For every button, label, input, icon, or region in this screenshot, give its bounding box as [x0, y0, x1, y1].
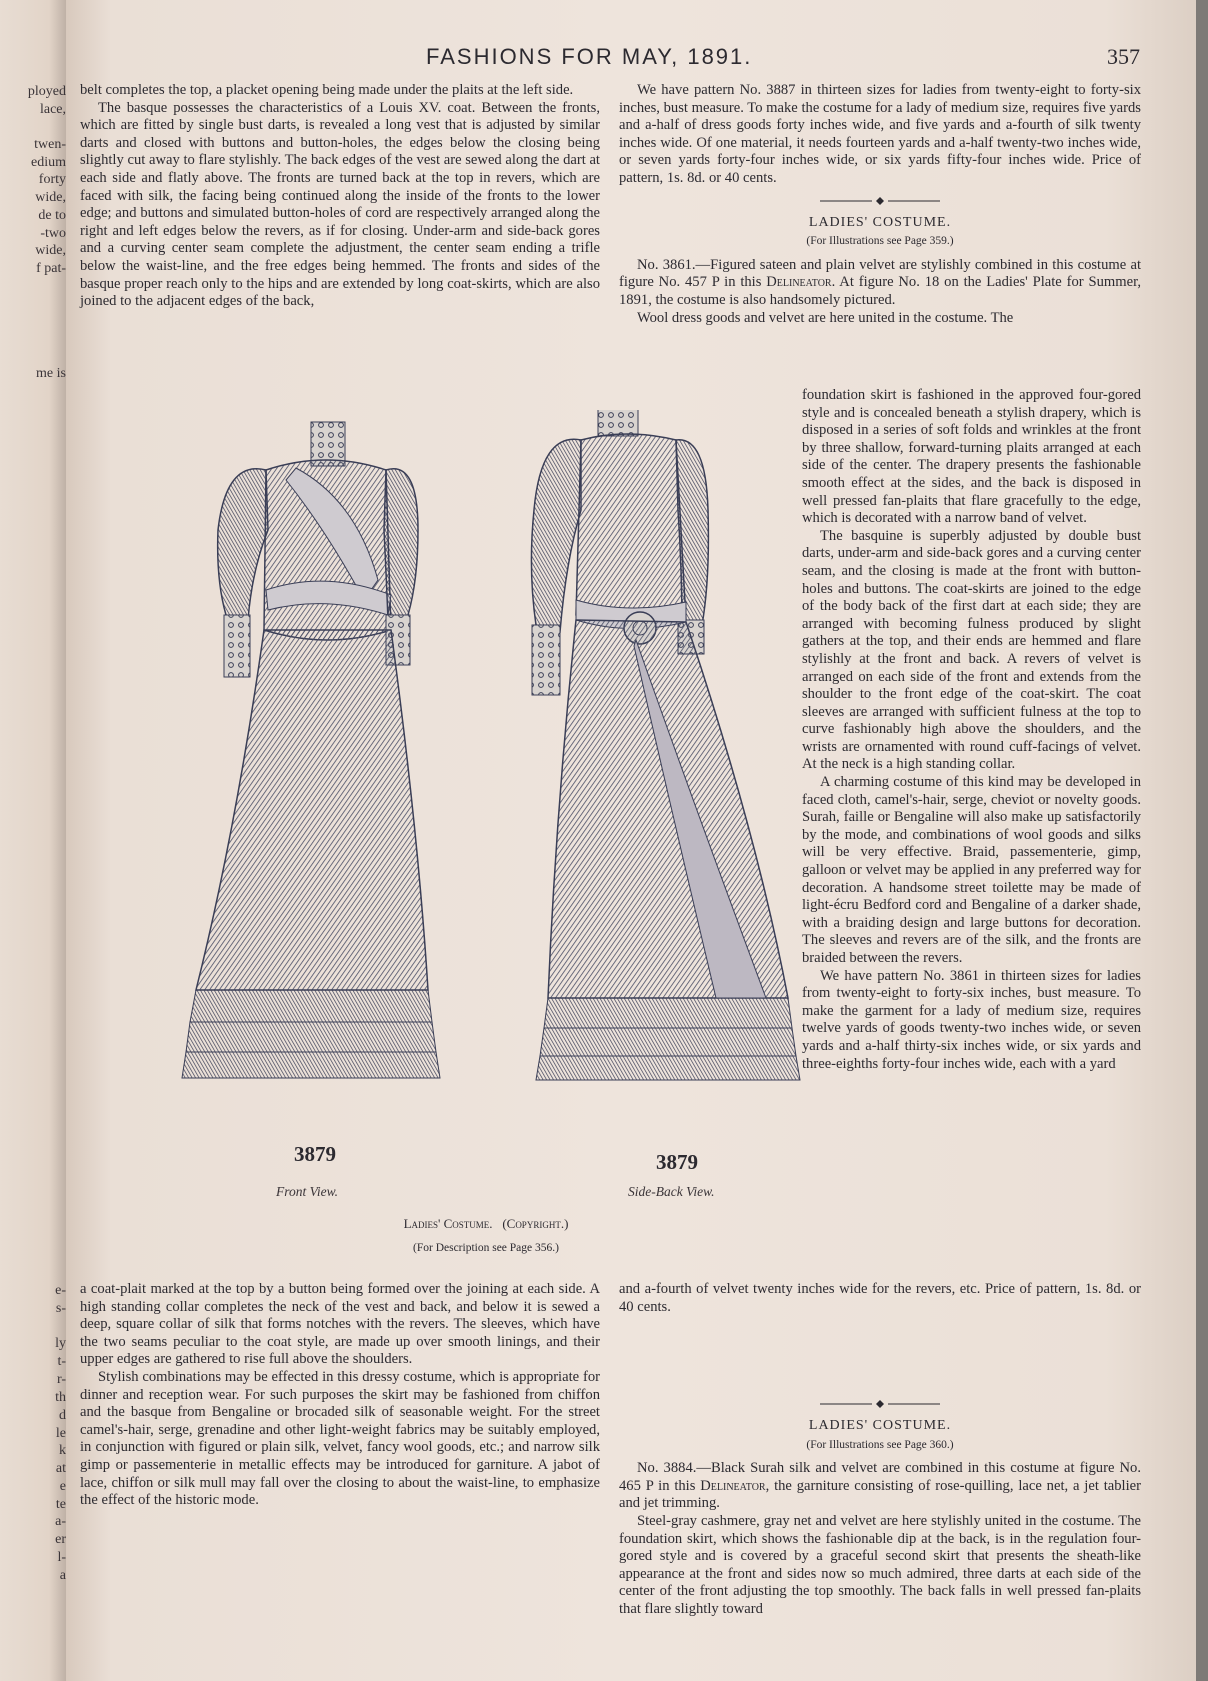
section-heading: LADIES' COSTUME. [808, 214, 952, 230]
prev-fragment: f pat- [36, 261, 66, 276]
section-subheading: (For Illustrations see Page 359.) [806, 235, 954, 248]
paragraph: We have pattern No. 3887 in thirteen sizes for ladies from twenty-eight to forty-six inches, bust measure. To make the costume for a lady of medium size, requires five yards and a-half of dress goods forty inches wide, and five yards and a-fourth of silk twenty inches wide. Of one material, it needs fourteen yards and a-half twenty-two inches wide, or seven yards forty-four inches wide, or six yards fifty-four inches wide. Price of pattern, 1s. 8d. or 40 cents. [619, 82, 1141, 186]
side-back-view-figure [531, 410, 800, 1080]
prev-fragment: r- [56, 1372, 66, 1387]
page-title: FASHIONS FOR MAY, 1891. [426, 44, 753, 69]
text-run: No. 3861.—Figured sateen and plain velvet are stylishly combined in this costume at figure No. 457 P in this [619, 256, 1141, 291]
prev-fragment: twen- [34, 137, 66, 152]
paragraph: We have pattern No. 3861 in thirteen sizes for ladies from twenty-eight to forty-six inches, bust measure. To make the garment for a lady of medium size, requires twelve yards of goods twenty-two inches wide, or seven yards and a-half thirty-six inches wide, or six yards and three-eighths forty-four inches wide, each with a yard [802, 967, 1141, 1072]
back-figure-caption: Side-Back View. [628, 1184, 715, 1199]
prev-fragment: e- [55, 1283, 66, 1298]
prev-fragment: de to [38, 208, 66, 223]
prev-fragment: te [55, 1497, 66, 1512]
caption-title: Ladies' Costume. [403, 1216, 493, 1231]
paragraph: belt completes the top, a placket opening being made under the plaits at the left side. [80, 82, 574, 98]
prev-fragment: a- [55, 1514, 66, 1529]
engraving [156, 410, 816, 1270]
prev-fragment: er [55, 1532, 66, 1547]
prev-fragment: e [59, 1479, 66, 1494]
paragraph: a coat-plait marked at the top by a button being formed over the joining at each side. A high standing collar completes the neck of the vest and back, and below it is sewed a deep, square collar of silk that forms notches with the revers. The sleeves, which have the two seams peculiar to the coat style, are made up over smooth linings, and their upper edges are gathered to rise full above the shoulders. [80, 1281, 600, 1368]
right-column-top [619, 82, 1141, 327]
costume-illustration [156, 410, 816, 1270]
paragraph: The basquine is superbly adjusted by double bust darts, under-arm and side-back gores and a curving center seam, and the closing is made at the front with button-holes and buttons. The coat-skirts are joined to the edge of the body back of the first dart at each side; they are arranged with becoming fulness produced by slight gathers at the top, and their ends are hemmed and flare stylishly at the front and back. A revers of velvet is arranged on each side of the front and extends from the shoulder to the front edge of the coat-skirt. The coat sleeves are arranged with sufficient fulness at the top to curve fashionably high above the shoulders, and the wrists are ornamented with round cuff-facings of velvet. At the neck is a high standing collar. [802, 527, 1141, 773]
caption-copyright: (Copyright.) [502, 1216, 569, 1231]
prev-fragment: le [55, 1426, 66, 1441]
magazine-page [66, 0, 1196, 1681]
section-subheading: (For Illustrations see Page 360.) [806, 1438, 954, 1451]
front-view-figure [182, 422, 440, 1078]
prev-fragment: ployed [27, 84, 66, 99]
paragraph: Stylish combinations may be effected in this dressy costume, which is appropriate for dinner and reception wear. For such purposes the skirt may be fashioned from chiffon and the basque from Bengaline or brocaded silk of seasonable weight. For the street camel's-hair, serge, grenadine and other light-weight fabrics may be suitably employed, in conjunction with figured or plain silk, velvet, fancy wool goods, etc.; and narrow silk gimp or passementerie in metallic effects may be introduced for garniture. A jabot of lace, chiffon or silk mull may fall over the closing to about the waist-line, to emphasize the effect of the historic mode. [80, 1368, 600, 1509]
right-column-bottom [619, 1391, 1141, 1619]
prev-fragment: d [59, 1408, 66, 1423]
paragraph: Steel-gray cashmere, gray net and velvet are here stylishly united in the costume. The foundation skirt, which shows the fashionable dip at the back, is in the regulation four-gored style and is covered by a graceful second skirt that presents the sheath-like appearance at the front and sides now so much admired, three darts at each side of the center of the front adjusting the top smoothly. The back falls in well pressed fan-plaits that flare slightly toward [619, 1512, 1141, 1617]
prev-fragment: me is [36, 366, 66, 381]
prev-fragment: at [55, 1461, 66, 1476]
prev-fragment: forty [38, 172, 66, 187]
section-divider [820, 1399, 940, 1409]
section-heading: LADIES' COSTUME. [808, 1418, 952, 1433]
right-column-wrapped [802, 387, 1141, 1073]
left-column-top [80, 82, 600, 311]
previous-page-edge [0, 0, 70, 1681]
paragraph [619, 1460, 1141, 1513]
paragraph: Wool dress goods and velvet are here united in the costume. The [637, 309, 1014, 326]
running-header [66, 44, 1196, 68]
text-run: the garniture consisting of rose-quilling, lace net, a jet tablier and jet trimming. [619, 1477, 1141, 1512]
paragraph: foundation skirt is fashioned in the approved four-gored style and is concealed beneath a stylish drapery, which is disposed in a series of soft folds and wrinkles at the front by three shallow, forward-turning plaits arranged at each side of the center. The drapery presents the fashionable smooth effect at the sides, and the back is disposed in well pressed fan-plaits that flare gracefully to the edge, which is decorated with a narrow band of velvet. [802, 387, 1141, 527]
paragraph: A charming costume of this kind may be developed in faced cloth, camel's-hair, serge, cheviot or novelty goods. Surah, faille or Bengaline will also make up satisfactorily by the mode, and combinations of wool goods and silks will be very effective. Braid, passementerie, gimp, galloon or velvet may be applied in any preferred way for decoration. A handsome street toilette may be made of light-écru Bedford cord and Bengaline of a darker shade, with a braiding design and large buttons for decoration. The sleeves and revers are of the silk, and the fronts are braided between the revers. [802, 774, 1141, 966]
prev-fragment: -two [40, 226, 66, 241]
prev-fragment: ly [55, 1336, 66, 1351]
right-column-continuation [619, 1281, 1141, 1316]
prev-fragment: lace, [39, 102, 66, 117]
prev-fragment: wide, [35, 243, 66, 258]
magazine-name: Delineator, [700, 1477, 770, 1494]
paragraph [619, 257, 1141, 310]
section-divider [820, 196, 940, 206]
prev-fragment: l- [57, 1550, 66, 1565]
front-figure-caption: Front View. [276, 1184, 338, 1199]
text-run: At figure No. 18 on the Ladies' Plate for Summer, 1891, the costume is also handsomely pictured. [619, 274, 1141, 308]
paragraph: and a-fourth of velvet twenty inches wide for the revers, etc. Price of pattern, 1s. 8d. or 40 cents. [619, 1281, 1141, 1315]
prev-fragment: a [59, 1568, 66, 1583]
figure-caption [276, 1216, 696, 1232]
prev-fragment: s- [55, 1301, 66, 1316]
page-number: 357 [1107, 44, 1140, 69]
prev-fragment: edium [31, 155, 66, 170]
back-figure-number: 3879 [656, 1150, 698, 1174]
magazine-name: Delineator. [766, 274, 836, 291]
text-run: No. 3884.—Black Surah silk and velvet are combined in this costume at figure No. 465 P in this [619, 1460, 1141, 1494]
prev-fragment: wide, [35, 190, 66, 205]
prev-fragment: th [55, 1390, 66, 1405]
front-figure-number: 3879 [294, 1142, 336, 1166]
paragraph: The basque possesses the characteristics of a Louis XV. coat. Between the fronts, which are fitted by single bust darts, is revealed a long vest that is adjusted by similar darts and closed with buttons and button-holes, the edges below the closing being slightly cut away to flare stylishly. The back edges of the vest are sewed along the dart at each side and flatly above. The fronts are turned back at the top in revers, which are faced with silk, the facing being continued along the inside of the fronts to the lower edge; and buttons and simulated button-holes of cord are respectively arranged along the right and left edges below the revers, as if for closing. Under-arm and side-back gores and a curving center seam complete the adjustment, the center seam ending a trifle below the waist-line, and the free edges being hemmed. The fronts and sides of the basque proper reach only to the hips and are extended by long coat-skirts, which are also joined to the adjacent edges of the back, [80, 99, 600, 310]
left-column-bottom [80, 1281, 600, 1510]
prev-fragment: t- [57, 1354, 66, 1369]
figure-caption-sub: (For Description see Page 356.) [413, 1242, 559, 1254]
prev-fragment: k [59, 1443, 66, 1458]
